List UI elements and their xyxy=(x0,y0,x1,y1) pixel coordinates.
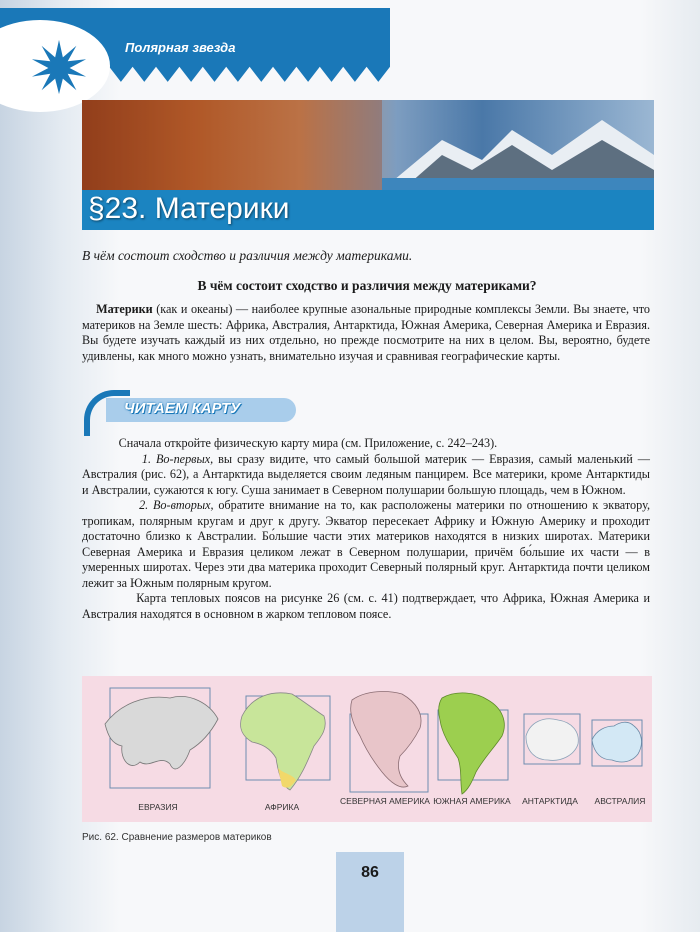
paragraph-lead: 1. Во-первых, xyxy=(141,451,214,466)
polar-star-icon xyxy=(30,38,88,96)
continent-label: ЕВРАЗИЯ xyxy=(138,802,178,812)
australia-icon xyxy=(586,716,646,772)
read-map-label: ЧИТАЕМ КАРТУ xyxy=(124,400,241,417)
paragraph-text: Сначала откройте физическую карту мира (см. Приложение, с. 242–243). xyxy=(118,436,498,450)
continents-figure xyxy=(82,676,652,822)
paragraph xyxy=(82,498,650,591)
south-america-icon xyxy=(432,686,512,796)
continent-label: СЕВЕРНАЯ АМЕРИКА xyxy=(340,796,430,806)
continent-label: АФРИКА xyxy=(264,802,300,812)
term-bold: Материки xyxy=(96,302,153,316)
paragraph-text: Карта тепловых поясов на рисунке 26 (см. с. 41) подтверждает, что Африка, Южная Америка и Австралия находятся в основном в жарком тепловом поясе. xyxy=(82,591,651,621)
continent-label: АНТАРКТИДА xyxy=(522,796,578,806)
continent-label: ЮЖНАЯ АМЕРИКА xyxy=(433,796,511,806)
paragraph xyxy=(82,591,650,622)
paragraph-lead: 2. Во-вторых, xyxy=(139,498,214,512)
north-america-icon xyxy=(342,686,432,796)
intro-text: (как и океаны) — наиболее крупные азональные природные комплексы Земли. Вы знаете, что материков на Земле шесть: Африка, Австралия, Антарктида, Южная Америка, Северная Америка и Евразия. Вы будете изучать каждый из них отдельно, но прежде посмотрите на них в целом. Вы, вероятно, будете удивлены, как много можно узнать, внимательно изучая и сравнивая географические карты. xyxy=(82,302,651,363)
eurasia-icon xyxy=(100,684,220,794)
paragraph xyxy=(82,436,650,452)
read-map-box xyxy=(84,390,296,428)
chapter-title: §23. Материки xyxy=(88,192,290,225)
figure-caption: Рис. 62. Сравнение размеров материков xyxy=(82,832,272,843)
paragraph-text: вы сразу видите, что самый большой материк — Евразия, самый маленький — Австралия (рис. 62), а Антарктида выделяется своим ледяным панцирем. Все материки, кроме Антарктиды и Австралии, сужаются к югу. Суша занимает в Северном полушарии большую площадь, чем в Южном. xyxy=(82,451,650,497)
africa-icon xyxy=(232,686,332,796)
continent-label: АВСТРАЛИЯ xyxy=(594,796,646,806)
antarctica-icon xyxy=(516,710,586,770)
paragraph-text: обратите внимание на то, как расположены материки по отношению к экватору, тропикам, полярным кругам и друг к другу. Экватор пересекает Африку и Южную Америку и проходит достаточно близко к Австралии. Бо́льшие части этих материков находятся в низких широтах. Материки Северная Америка и Евразия целиком лежат в Северном полушарии, причём бо́льшие их части — в умеренных широтах. Через эти два материка проходит Северный полярный круг. Антарктида почти целиком лежит за Южным полярным кругом. xyxy=(82,498,650,590)
intro-paragraph xyxy=(82,302,650,364)
paragraph xyxy=(82,452,650,499)
series-title: Полярная звезда xyxy=(125,40,236,55)
page-number: 86 xyxy=(361,864,379,881)
section-heading: В чём состоит сходство и различия между материками? xyxy=(197,278,537,293)
page-number-box xyxy=(336,852,404,932)
chapter-banner xyxy=(82,100,654,230)
body-paragraphs xyxy=(82,436,650,622)
chapter-question: В чём состоит сходство и различия между материками. xyxy=(82,248,413,263)
